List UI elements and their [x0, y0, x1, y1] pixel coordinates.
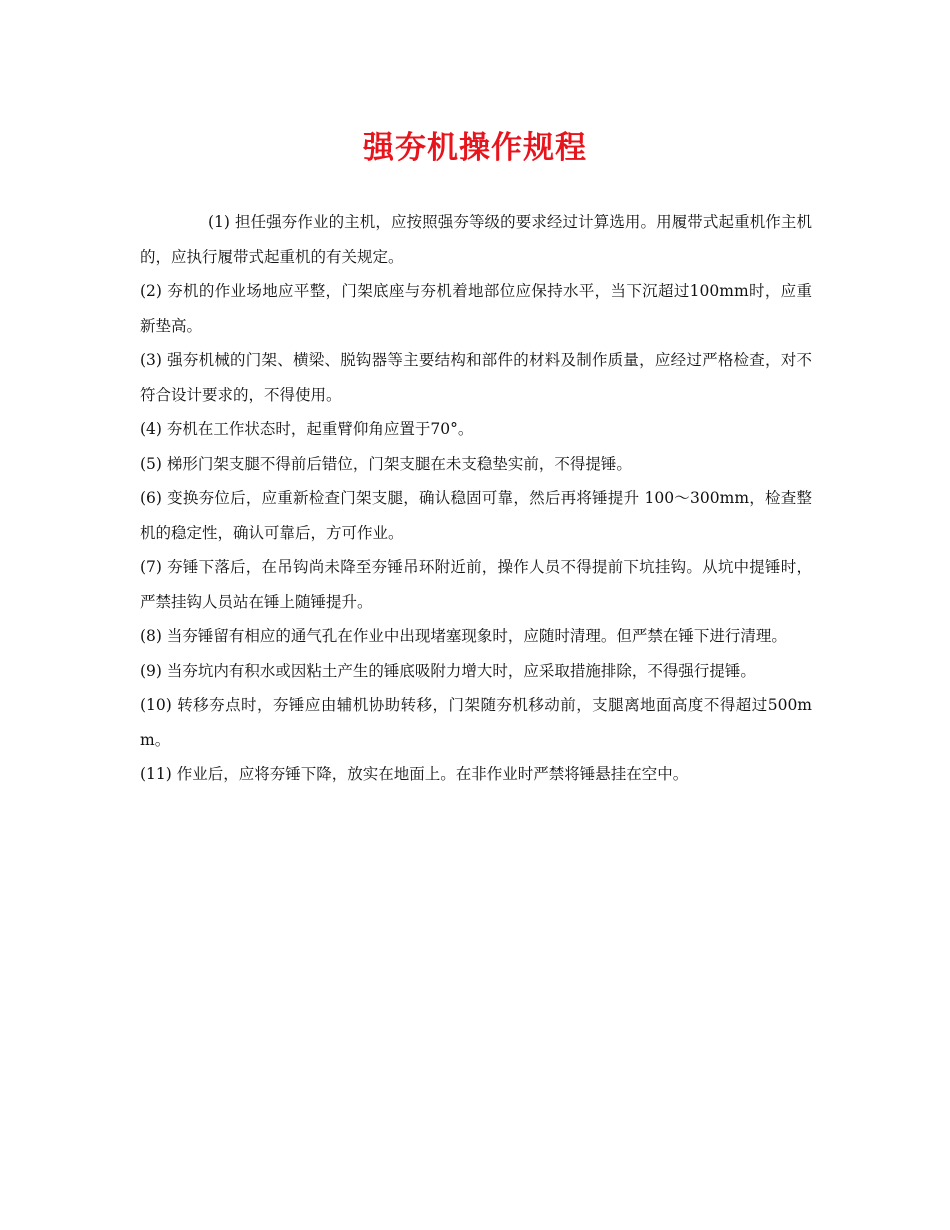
paragraph-5: (5) 梯形门架支腿不得前后错位，门架支腿在未支稳垫实前，不得提锤。 [140, 454, 632, 473]
paragraph-8: (8) 当夯锤留有相应的通气孔在作业中出现堵塞现象时，应随时清理。但严禁在锤下进行清理。 [140, 627, 787, 645]
paragraph-2: (2) 夯机的作业场地应平整，门架底座与夯机着地部位应保持水平，当下沉超过100mm时，应重新垫高。 [140, 282, 812, 335]
paragraph-3: (3) 强夯机械的门架、横梁、脱钩器等主要结构和部件的材料及制作质量，应经过严格检查，对不符合设计要求的，不得使用。 [140, 351, 812, 404]
document-body [140, 205, 812, 792]
paragraph-9: (9) 当夯坑内有积水或因粘土产生的锤底吸附力增大时，应采取措施排除，不得强行提锤。 [140, 661, 756, 680]
paragraph-1: (1) 担任强夯作业的主机，应按照强夯等级的要求经过计算选用。用履带式起重机作主机的，应执行履带式起重机的有关规定。 [140, 213, 812, 266]
paragraph-4: (4) 夯机在工作状态时，起重臂仰角应置于70°。 [140, 420, 474, 438]
paragraph-11: (11) 作业后，应将夯锤下降，放实在地面上。在非作业时严禁将锤悬挂在空中。 [140, 765, 689, 783]
page-title: 强夯机操作规程 [363, 130, 587, 166]
paragraph-6: (6) 变换夯位后，应重新检查门架支腿，确认稳固可靠，然后再将锤提升 100～300mm，检查整机的稳定性，确认可靠后，方可作业。 [140, 489, 812, 542]
paragraph-10: (10) 转移夯点时，夯锤应由辅机协助转移，门架随夯机移动前，支腿离地面高度不得超过500mm。 [140, 696, 812, 749]
paragraph-7: (7) 夯锤下落后，在吊钩尚未降至夯锤吊环附近前，操作人员不得提前下坑挂钩。从坑中提锤时，严禁挂钩人员站在锤上随锤提升。 [140, 558, 812, 611]
